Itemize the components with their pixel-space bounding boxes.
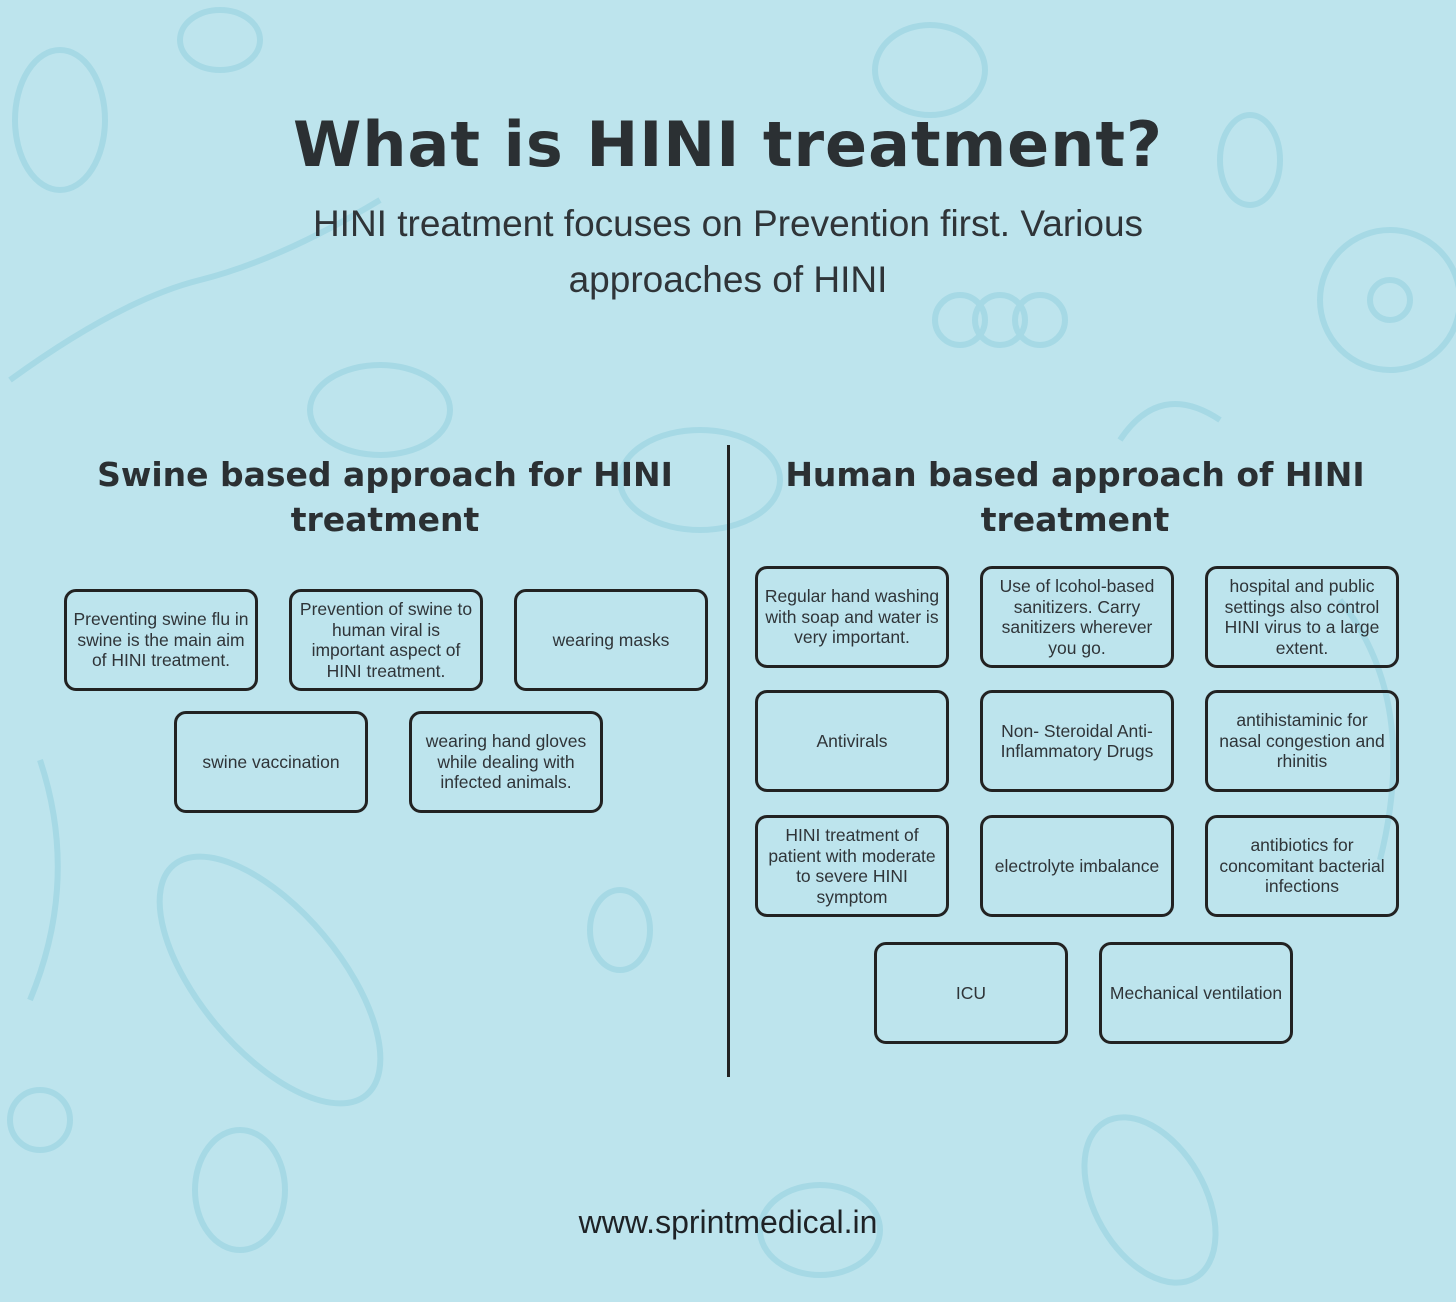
human-item-text: antibiotics for concomitant bacterial infections bbox=[1219, 835, 1385, 897]
swine-item-text: Preventing swine flu in swine is the main aim of HINI treatment. bbox=[73, 609, 249, 671]
website-url: www.sprintmedical.in bbox=[578, 1204, 878, 1240]
human-item-box bbox=[755, 566, 949, 668]
human-item-text: ICU bbox=[955, 982, 987, 1003]
human-approach-heading: Human based approach of HINI treatment bbox=[785, 455, 1365, 539]
human-item-box bbox=[1099, 942, 1293, 1044]
swine-item-box bbox=[289, 589, 483, 691]
human-item-box bbox=[1205, 566, 1399, 668]
human-item-text: Use of lcohol-based sanitizers. Carry sanitizers wherever you go. bbox=[999, 576, 1155, 658]
human-item-box bbox=[755, 690, 949, 792]
swine-item-box bbox=[409, 711, 603, 813]
human-item-box bbox=[980, 566, 1174, 668]
swine-item-text: swine vaccination bbox=[202, 751, 340, 772]
swine-item-text: Prevention of swine to human viral is important aspect of HINI treatment. bbox=[299, 599, 473, 681]
human-item-text: Antivirals bbox=[816, 730, 888, 751]
swine-approach-heading: Swine based approach for HINI treatment bbox=[97, 455, 673, 539]
human-item-box bbox=[1205, 690, 1399, 792]
human-item-box bbox=[980, 690, 1174, 792]
swine-item-text: wearing hand gloves while dealing with infected animals. bbox=[425, 731, 587, 793]
swine-item-box bbox=[174, 711, 368, 813]
human-item-text: Regular hand washing with soap and water is very important. bbox=[764, 586, 940, 648]
human-item-text: Non- Steroidal Anti-Inflammatory Drugs bbox=[1000, 720, 1154, 761]
human-item-box bbox=[980, 815, 1174, 917]
human-item-text: HINI treatment of patient with moderate to severe HINI symptom bbox=[768, 825, 936, 907]
human-item-text: Mechanical ventilation bbox=[1109, 982, 1283, 1003]
human-item-text: electrolyte imbalance bbox=[994, 855, 1160, 876]
swine-item-box bbox=[514, 589, 708, 691]
human-item-text: hospital and public settings also control HINI virus to a large extent. bbox=[1224, 576, 1380, 658]
page-subtitle: HINI treatment focuses on Prevention first. Various approaches of HINI bbox=[312, 203, 1144, 300]
human-item-box bbox=[874, 942, 1068, 1044]
page-title: What is HINI treatment? bbox=[293, 108, 1163, 181]
human-item-box bbox=[1205, 815, 1399, 917]
swine-item-text: wearing masks bbox=[552, 629, 670, 650]
section-divider bbox=[727, 445, 730, 1077]
human-item-text: antihistaminic for nasal congestion and rhinitis bbox=[1219, 710, 1385, 772]
swine-item-box bbox=[64, 589, 258, 691]
human-item-box bbox=[755, 815, 949, 917]
